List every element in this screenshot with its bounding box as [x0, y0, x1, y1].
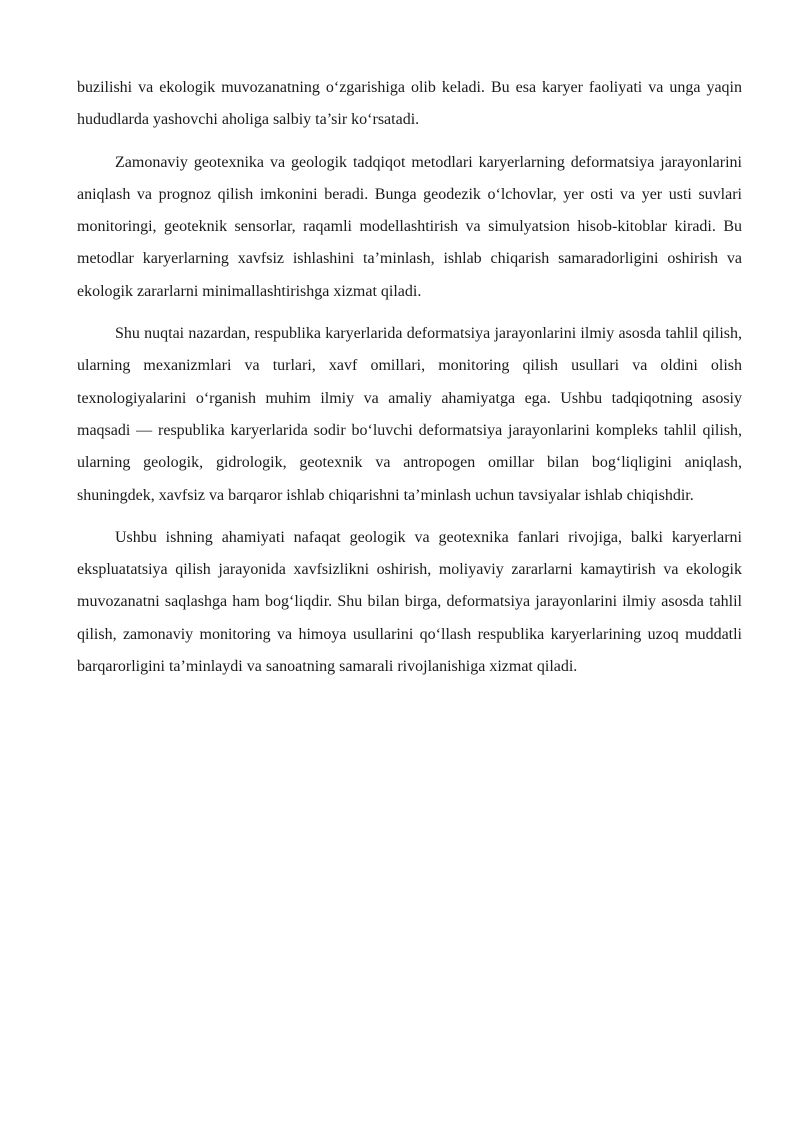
paragraph-continued: buzilishi va ekologik muvozanatning o‘zgarishiga olib keladi. Bu esa karyer faoliyati va unga yaqin hududlarda yashovchi aholiga salbiy ta’sir ko‘rsatadi. — [77, 79, 742, 129]
paragraph-aim: Shu nuqtai nazardan, respublika karyerlarida deformatsiya jarayonlarini ilmiy asosda tahlil qilish, ularning mexanizmlari va turlari, xavf omillari, monitoring qilish usullari va oldini olish texnologiyalarini o‘rganish muhim ilmiy va amaliy ahamiyatga ega. Ushbu tadqiqotning asosiy maqsadi — respublika karyerlarida sodir bo‘luvchi deformatsiya jarayonlarini kompleks tahlil qilish, ularning geologik, gidrologik, geotexnik va antropogen omillar bilan bog‘liqligini aniqlash, shuningdek, xavfsiz va barqaror ishlab chiqarishni ta’minlash uchun tavsiyalar ishlab chiqishdir. — [77, 325, 742, 504]
document-page — [77, 72, 742, 693]
paragraph-significance: Ushbu ishning ahamiyati nafaqat geologik va geotexnika fanlari rivojiga, balki karyerlarni ekspluatatsiya qilish jarayonida xavfsizlikni oshirish, moliyaviy zararlarni kamaytirish va ekologik muvozanatni saqlashga ham bog‘liqdir. Shu bilan birga, deformatsiya jarayonlarini ilmiy asosda tahlil qilish, zamonaviy monitoring va himoya usullarini qo‘llash respublika karyerlarining uzoq muddatli barqarorligini ta’minlaydi va sanoatning samarali rivojlanishiga xizmat qiladi. — [77, 528, 742, 676]
paragraph-methods: Zamonaviy geotexnika va geologik tadqiqot metodlari karyerlarning deformatsiya jarayonlarini aniqlash va prognoz qilish imkonini beradi. Bunga geodezik o‘lchovlar, yer osti va yer usti suvlari monitoringi, geoteknik sensorlar, raqamli modellashtirish va simulyatsion hisob-kitoblar kiradi. Bu metodlar karyerlarning xavfsiz ishlashini ta’minlash, ishlab chiqarish samaradorligini oshirish va ekologik zararlarni minimallashtirishga xizmat qiladi. — [77, 153, 742, 300]
